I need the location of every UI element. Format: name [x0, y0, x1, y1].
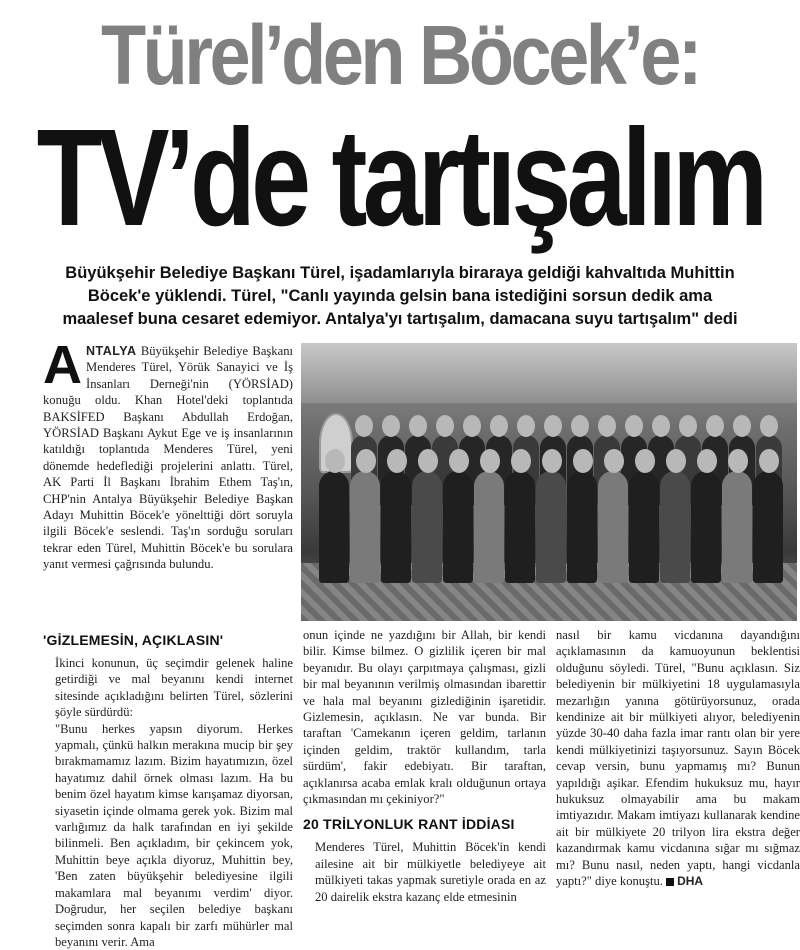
person-head	[436, 415, 454, 437]
paragraph: Menderes Türel, Muhittin Böcek'in kendi ailesine ait bir mülkiyetle belediyeye ait mülkiyeti takas yapmak suretiyle orada en az 20 dairelik ekstra kazanç elde etmesinin	[315, 840, 546, 904]
person-head	[463, 415, 481, 437]
person-silhouette	[660, 471, 690, 583]
person-head	[635, 449, 655, 473]
person-silhouette	[505, 471, 535, 583]
person-silhouette	[753, 471, 783, 583]
subhead-rant: 20 TRİLYONLUK RANT İDDİASI	[303, 816, 515, 833]
person-head	[706, 415, 724, 437]
person-head	[697, 449, 717, 473]
person-silhouette	[536, 471, 566, 583]
person-head	[625, 415, 643, 437]
deck-line: Böcek'e yüklendi. Türel, "Canlı yayında gelsin bana istediğini sorsun dedik ama	[87, 287, 713, 305]
person-silhouette	[443, 471, 473, 583]
paragraph: İkinci konunun, üç seçimdir gelenek haline getirdiği ve mal beyanını kendi internet sitesinde açıkladığını belirten Türel, sözlerini şöyle sürdürdü:	[55, 656, 293, 720]
headline-line2: TV’de tartışalım	[36, 100, 764, 255]
person-silhouette	[629, 471, 659, 583]
person-head	[325, 449, 345, 473]
byline	[666, 874, 703, 888]
deck-line: maalesef buna cesaret edemiyor. Antalya'yı tartışalım, damacana suyu tartışalım" dedi	[62, 310, 738, 328]
person-head	[571, 415, 589, 437]
byline-text: DHA	[677, 874, 704, 889]
person-head	[598, 415, 616, 437]
byline-mark-icon	[666, 878, 674, 886]
person-head	[387, 449, 407, 473]
person-silhouette	[691, 471, 721, 583]
person-head	[511, 449, 531, 473]
person-head	[409, 415, 427, 437]
person-head	[544, 415, 562, 437]
person-head	[382, 415, 400, 437]
person-head	[666, 449, 686, 473]
dropcap: A	[43, 335, 82, 395]
paragraph	[556, 627, 800, 890]
article-column-1-top	[43, 335, 293, 573]
person-head	[480, 449, 500, 473]
person-silhouette	[381, 471, 411, 583]
paragraph: "Bunu herkes yapsın diyorum. Herkes yapmalı, çünkü halkın merakına mucip bir şey bırakmamamız lazım. Bizim hayatımızın, özel hayatımız dahil örnek olması lazım. Ha bu benim özel hayatım kimse karışamaz diyorsan, siyasetin içinde olmama gerek yok. Bizim mal varlığımız da halk tarafından en iyi şekilde bilinmeli. Ben açıkladım, bir çekincem yok, Muhittin beye açıkla diyoruz, Muhittin bey, 'Ben zaten büyükşehir belediyesine ilgili makamlara mal beyanımı verdim' diyor. Doğrudur, her seçilen belediye başkanı seçimden sonra kapalı bir zarfı mühürler mal beyanını verir. Ama	[55, 721, 293, 949]
person-head	[517, 415, 535, 437]
person-head	[760, 415, 778, 437]
paragraph: onun içinde ne yazdığını bir Allah, bir kendi bilir. Kimse bilmez. O gizlilik içeren bir mal beyanıdır. Bu olayı çarpıtmaya çalışması, gizli bir mal beyanının verilmiş olmasından ibarettir ve hala mal beyanını gizlediğinin işaretidir. Gizlemesin, açıklasın. Ne var bunda. Bir taraftan 'Camekanın içeren geldim, tarlanın içinden geldim, traktör kullandım, tarla sürdüm', fakir edebiyatı. Bir taraftan, açıklanırsa acaba emlak kralı olduğunun ortaya çıkmasından mı çekiniyor?"	[303, 628, 546, 807]
lead-text: Büyükşehir Belediye Başkanı Menderes Türel, Yörük Sanayici ve İş İnsanları Derneği'nin (YÖRSİAD) konuğu oldu. Khan Hotel'deki toplantıda BAKSİFED Başkanı Abdullah Erdoğan, YÖRSİAD Başkanı Aykut Ege ve iş insanlarının katıldığı toplantıda Menderes Türel, yeni dönemde hedeflediği projelerini anlattı. Türel, AK Parti İl Başkanı İbrahim Ethem Taş'ın, CHP'nin Antalya Büyükşehir Belediye Başkan Adayı Muhittin Böcek'e yönelttiği dört soruyla ilgili Böcek'e seslendi. Taş'ın sorduğu soruları tekrar eden Türel, Muhittin Böcek'e bu sorulara yanıt vermesi çağrısında bulundu.	[43, 344, 293, 572]
photo-crowd	[311, 383, 787, 583]
headline-line1: Türel’den Böcek’e:	[101, 8, 699, 102]
person-silhouette	[567, 471, 597, 583]
person-silhouette	[722, 471, 752, 583]
person-head	[573, 449, 593, 473]
person-head	[733, 415, 751, 437]
paragraph-text: nasıl bir kamu vicdanına dayandığını açıklamasının da kamuoyunun beklentisi olduğunu söyledi. Türel, "Bunu açıklasın. Siz belediyenin bir mülkiyetini 18 uygulamasıyla mezarlığın yanına götürüyorsunuz, orada kendinize ait bir mülkiyeti alıyor, belediyenin yüzde 30-40 daha fazla imar rantı olan bir yere kendi mülkiyetinizi taşıyorsunuz. Sayın Böcek cevap versin, bunu yapmamış mı? Bunun yapıldığı aşikar. Efendim hukuksuz mu, hayır hukuksuz olmayabilir ama bu makam imtiyazıdır. Makam imtiyazı kullanarak kendine ait bir mülkiyete 20 trilyon lira ekstra değer kazandırmak kamu vicdanına sığar mı sığmaz mı? Bunu nasıl, neden yaptı, hangi vicdanla yaptı?" diye konuştu.	[556, 628, 800, 889]
person-head	[356, 449, 376, 473]
subhead-gizlemesin: 'GİZLEMESİN, AÇIKLASIN'	[43, 632, 224, 648]
person-head	[418, 449, 438, 473]
person-silhouette	[474, 471, 504, 583]
person-head	[728, 449, 748, 473]
article-column-2	[303, 627, 546, 905]
article-column-3	[556, 627, 800, 890]
person-silhouette	[598, 471, 628, 583]
person-head	[542, 449, 562, 473]
person-head	[652, 415, 670, 437]
lead-word: NTALYA	[86, 344, 137, 358]
person-head	[490, 415, 508, 437]
group-photo	[301, 343, 797, 621]
article-column-1-bottom	[43, 623, 293, 950]
person-head	[449, 449, 469, 473]
deck-line: Büyükşehir Belediye Başkanı Türel, işadamlarıyla biraraya geldiği kahvaltıda Muhittin	[65, 264, 735, 282]
person-silhouette	[319, 471, 349, 583]
person-silhouette	[412, 471, 442, 583]
person-head	[355, 415, 373, 437]
person-head	[604, 449, 624, 473]
deck	[0, 262, 800, 331]
person-head	[759, 449, 779, 473]
person-silhouette	[350, 471, 380, 583]
person-head	[679, 415, 697, 437]
